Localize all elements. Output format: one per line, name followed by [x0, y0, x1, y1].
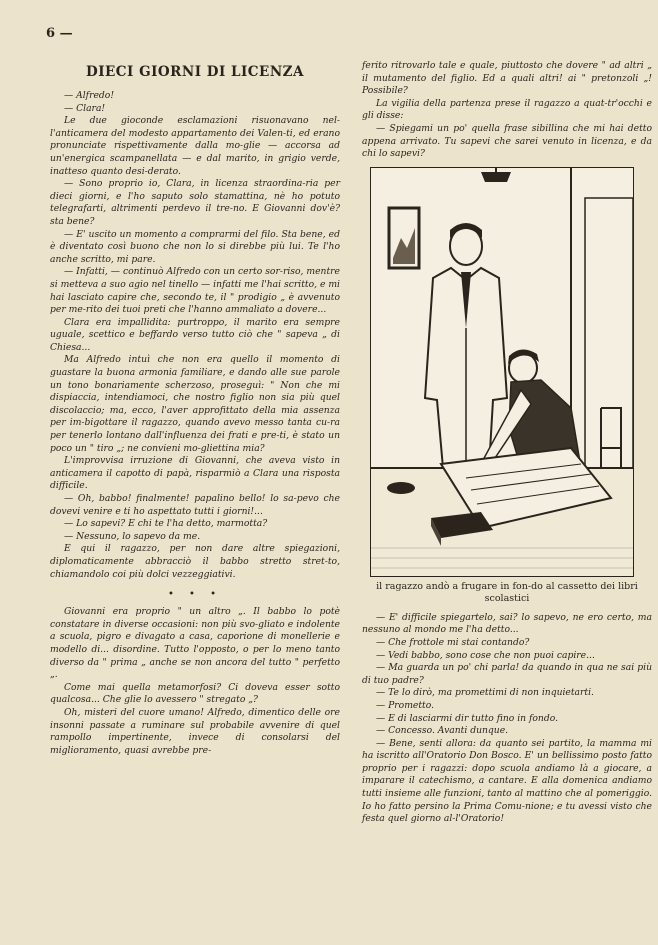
section-separator: • • • [167, 589, 223, 601]
right-column [362, 60, 652, 826]
paragraph: Le due gioconde esclamazioni risuonavano nel-l'anticamera del modesto appartamento dei Valen-ti, ed erano pronunciate rispettivamente dalla mo-glie — accorsa ad un'energica scampanellata — e dal marito, in grigio verde, inatteso quanto desi-derato. [50, 115, 340, 177]
right-text-block-2 [362, 612, 652, 826]
illustration-father-and-son [370, 167, 634, 577]
paragraph: — E' uscito un momento a comprarmi del filo. Sta bene, ed è diventato così buono che non lo si direbbe più lui. Te l'ho anche scritto, mi pare. [50, 228, 340, 265]
right-text-block [362, 60, 652, 161]
paragraph: Oh, misteri del cuore umano! Alfredo, dimentico delle ore insonni passate a ruminare sul probabile avvenire di quel rampollo impertinente, invece di consolarsi del miglioramento, quasi avrebbe pre- [50, 706, 340, 756]
paragraph: Giovanni era proprio " un altro „. Il babbo lo potè constatare in diverse occasioni: non più svo-gliato e indolente a scuola, pigro e divagato a casa, caporione di monellerie e modello di... disordine. Tutto l'opposto, o per lo meno tanto diverso da " prima „ anche se non ancora del tutto " perfetto „. [50, 606, 340, 681]
paragraph: — Spiegami un po' quella frase sibillina che mi hai detto appena arrivato. Tu sapevi che sarei venuto in licenza, e da chi lo sapevi? [362, 122, 652, 160]
paragraph: — Che frottole mi stai contando? [376, 636, 530, 648]
paragraph: — E' difficile spiegartelo, sai? lo sapevo, ne ero certo, ma nessuno al mondo me l'ha detto... [362, 611, 652, 636]
paragraph: — Nessuno, lo sapevo da me. [64, 530, 201, 542]
paragraph: — Oh, babbo! finalmente! papalino bello! lo sa-pevo che dovevi venire e ti ho aspettato tutti i giorni!... [50, 493, 340, 517]
illustration-drawing [371, 168, 633, 576]
paragraph: — Alfredo! [64, 90, 115, 101]
illustration-caption: il ragazzo andò a frugare in fon-do al cassetto dei libri scolastici [376, 580, 638, 604]
paragraph: Ma Alfredo intuì che non era quello il momento di guastare la buona armonia familiare, e dando alle sue parole un tono bonariamente scherzoso, proseguì: " Non che mi dispiaccia, intendiamoci, che nostro figlio non sia più quel discolaccio; ma, ecco, l'aver approfittato della mia assenza per im-bigottare il ragazzo, quando avevo messo tanta cu-ra per tenerlo lontano dall'influenza dei frati e pre-ti, è stato un poco un " tiro „; ne convieni mo-gliettina mia? [50, 354, 340, 454]
left-column [50, 60, 340, 757]
paragraph: — Concesso. Avanti dunque. [376, 725, 509, 737]
paragraph: — Prometto. [376, 699, 435, 711]
left-text-block [50, 90, 340, 581]
page-number: 6 — [46, 26, 73, 41]
paragraph: ferito ritrovarlo tale e quale, piuttosto che dovere " ad altri „ il mutamento del figlio. Ed a quali altri! ai " pretonzoli „! Possibile? [362, 60, 652, 97]
article-title: DIECI GIORNI DI LICENZA [86, 64, 304, 80]
left-text-block-2 [50, 606, 340, 757]
paragraph: Come mai quella metamorfosi? Ci doveva esser sotto qualcosa... Che glie lo avessero " stregato „? [50, 681, 340, 706]
paragraph: L'improvvisa irruzione di Giovanni, che aveva visto in anticamera il capotto di papà, risparmiò a Clara una risposta difficile. [50, 455, 340, 492]
paragraph: — Ma guarda un po' chi parla! da quando in qua ne sai più di tuo padre? [362, 662, 652, 686]
paragraph: — Infatti, — continuò Alfredo con un certo sor-riso, mentre si metteva a suo agio nel tinello — infatti me l'hai scritto, e mi hai lasciato capire che, secondo te, il " prodigio „ è avvenuto per me-rito dei tuoi preti che l'hanno ammaliato a dovere... [50, 266, 340, 316]
paragraph: — Vedi babbo, sono cose che non puoi capire... [376, 649, 595, 661]
paragraph: — Sono proprio io, Clara, in licenza straordina-ria per dieci giorni, e l'ho saputo solo stamattina, nè ho potuto telegrafarti, altrimenti perdevo il tre-no. E Giovanni dov'è? sta bene? [50, 178, 340, 227]
paragraph: — E di lasciarmi dir tutto fino in fondo. [376, 712, 559, 724]
paragraph: La vigilia della partenza prese il ragazzo a quat-tr'occhi e gli disse: [362, 97, 652, 122]
paragraph: Clara era impallidita: purtroppo, il marito era sempre uguale, scettico e beffardo verso tutto ciò che " sapeva „ di Chiesa... [50, 316, 340, 353]
paragraph: — Te lo dirò, ma promettimi di non inquietarti. [376, 687, 594, 699]
paragraph: E qui il ragazzo, per non dare altre spiegazioni, diplomaticamente abbracciò il babbo stretto stret-to, chiamandolo coi più dolci vezzeggiativi. [50, 543, 340, 580]
paragraph: — Bene, senti allora: da quanto sei partito, la mamma mi ha iscritto all'Oratorio Don Bosco. E' un bellissimo posto fatto proprio per i ragazzi: dopo scuola andiamo là a giocare, a imparare il catechismo, a cantare. E alla domenica andiamo tutti insieme alle funzioni, tanto al mattino che al pomeriggio. Io ho fatto persino la Prima Comu-nione; e tu avessi visto che festa quel giorno al-l'Oratorio! [362, 737, 652, 825]
paragraph: — Lo sapevi? E chi te l'ha detto, marmotta? [64, 518, 268, 530]
paragraph: — Clara! [64, 102, 106, 114]
